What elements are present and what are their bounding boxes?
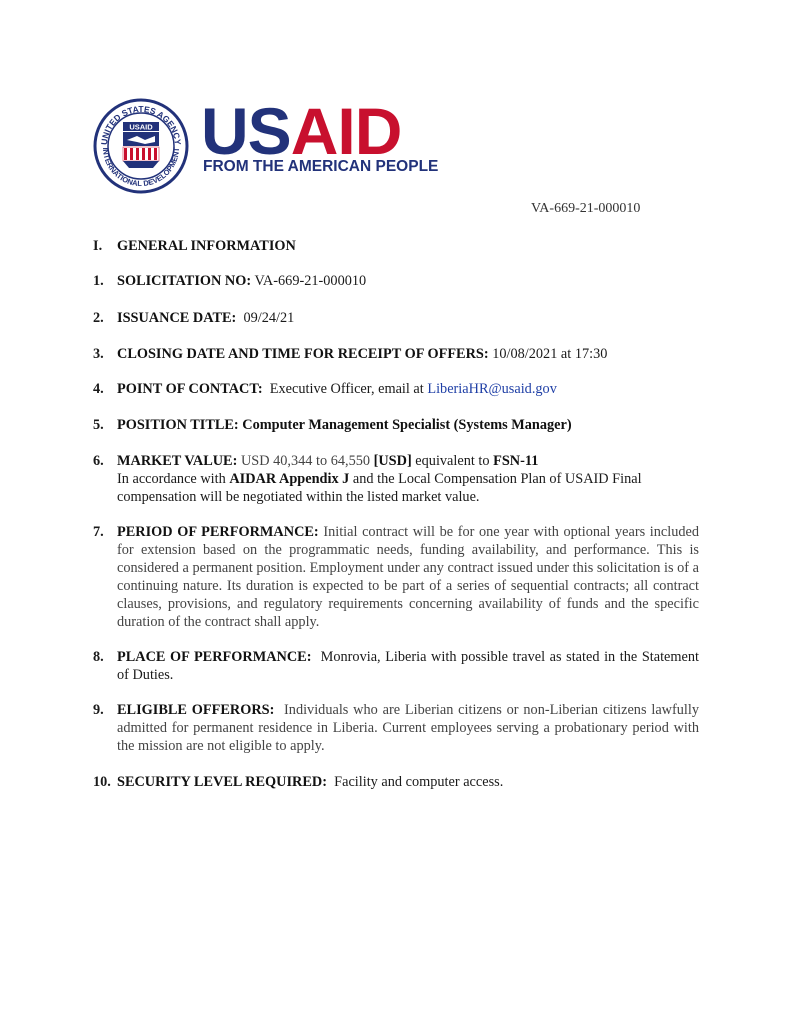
- item-security-level: 10. SECURITY LEVEL REQUIRED: Facility and computer access.: [93, 774, 504, 790]
- item-point-of-contact: 4. POINT OF CONTACT: Executive Officer, email at LiberiaHR@usaid.gov: [93, 381, 557, 397]
- item-value: VA-669-21-000010: [254, 273, 367, 289]
- item-value: Individuals who are Liberian citizens or non-Liberian citizens lawfully admitted for permanent residence in Liberia. Current employees serving a probationary period with the mission are not eligible to apply.: [117, 702, 699, 754]
- market-value-grade: FSN-11: [493, 453, 539, 469]
- heading-title: GENERAL INFORMATION: [117, 238, 296, 254]
- item-position-title: 5. POSITION TITLE: Computer Management Specialist (Systems Manager): [93, 417, 572, 433]
- item-label: PLACE OF PERFORMANCE:: [117, 649, 312, 665]
- item-closing-date: 3. CLOSING DATE AND TIME FOR RECEIPT OF OFFERS: 10/08/2021 at 17:30: [93, 346, 608, 362]
- item-eligible-offerors: 9. ELIGIBLE OFFERORS: Individuals who are Liberian citizens or non-Liberian citizens lawfully admitted for permanent residence in Liberia. Current employees serving a probationary period with the mission are not eligible to apply.: [93, 702, 699, 754]
- item-value: Executive Officer, email at: [269, 381, 424, 397]
- item-label: ISSUANCE DATE:: [117, 310, 237, 326]
- item-label: CLOSING DATE AND TIME FOR RECEIPT OF OFFERS:: [117, 346, 489, 362]
- item-value: Facility and computer access.: [334, 774, 504, 790]
- reference-number: VA-669-21-000010: [531, 201, 641, 216]
- item-label: PERIOD OF PERFORMANCE:: [117, 524, 319, 540]
- seal-text-top: UNITED STATES AGENCY: [98, 104, 184, 146]
- item-value: Monrovia, Liberia with possible travel as stated in the Statement of Duties.: [117, 649, 699, 683]
- item-issuance-date: 2. ISSUANCE DATE: 09/24/21: [93, 310, 295, 326]
- item-label: MARKET VALUE:: [117, 453, 238, 469]
- usaid-seal-icon: [93, 98, 189, 194]
- item-value: 09/24/21: [243, 310, 295, 326]
- market-value-currency: [USD]: [373, 453, 412, 469]
- contact-email-link[interactable]: LiberiaHR@usaid.gov: [427, 381, 557, 397]
- item-market-value: 6. MARKET VALUE: USD 40,344 to 64,550 [USD] equivalent to FSN-11 In accordance with AIDAR Appendix J and the Local Compensation Plan of USAID Final compensation will be negotiated within the listed market value.: [93, 453, 642, 505]
- item-label: POSITION TITLE: Computer Management Specialist (Systems Manager): [117, 417, 572, 433]
- item-value: Initial contract will be for one year with optional years included for extension based on the programmatic needs, funding availability, and performance. This is considered a permanent position. Employment under any contract issued under this solicitation is of a continuing nature. Its duration is expected to be part of a series of sequential contracts; all contract clauses, provisions, and regulatory requirements concerning availability of funds and the specific duration of the contract shall apply.: [117, 524, 699, 630]
- item-value: 10/08/2021 at 17:30: [492, 346, 608, 362]
- section-heading: [93, 237, 699, 255]
- heading-number: I.: [93, 238, 103, 254]
- logo-tagline: FROM THE AMERICAN PEOPLE: [203, 158, 439, 175]
- item-period-of-performance: 7. PERIOD OF PERFORMANCE: Initial contract will be for one year with optional years included for extension based on the programmatic needs, funding availability, and performance. This is considered a permanent position. Employment under any contract issued under this solicitation is of a continuing nature. Its duration is expected to be part of a series of sequential contracts; all contract clauses, provisions, and regulatory requirements concerning availability of funds and the specific duration of the contract shall apply.: [93, 524, 699, 630]
- item-label: POINT OF CONTACT:: [117, 381, 263, 397]
- usaid-logo: [93, 94, 439, 189]
- usaid-wordmark: USAID: [201, 94, 402, 168]
- item-label: ELIGIBLE OFFERORS:: [117, 702, 275, 718]
- item-place-of-performance: 8. PLACE OF PERFORMANCE: Monrovia, Liberia with possible travel as stated in the Statement of Duties.: [93, 649, 699, 683]
- aidar-appendix: AIDAR Appendix J: [229, 471, 350, 487]
- item-label: SOLICITATION NO:: [117, 273, 252, 289]
- seal-label: USAID: [129, 122, 153, 132]
- seal-text-bottom: INTERNATIONAL DEVELOPMENT: [100, 147, 182, 189]
- item-label: SECURITY LEVEL REQUIRED:: [117, 774, 327, 790]
- market-value-range: USD 40,344 to 64,550: [240, 453, 371, 469]
- item-solicitation-no: 1. SOLICITATION NO: VA-669-21-000010: [93, 273, 367, 289]
